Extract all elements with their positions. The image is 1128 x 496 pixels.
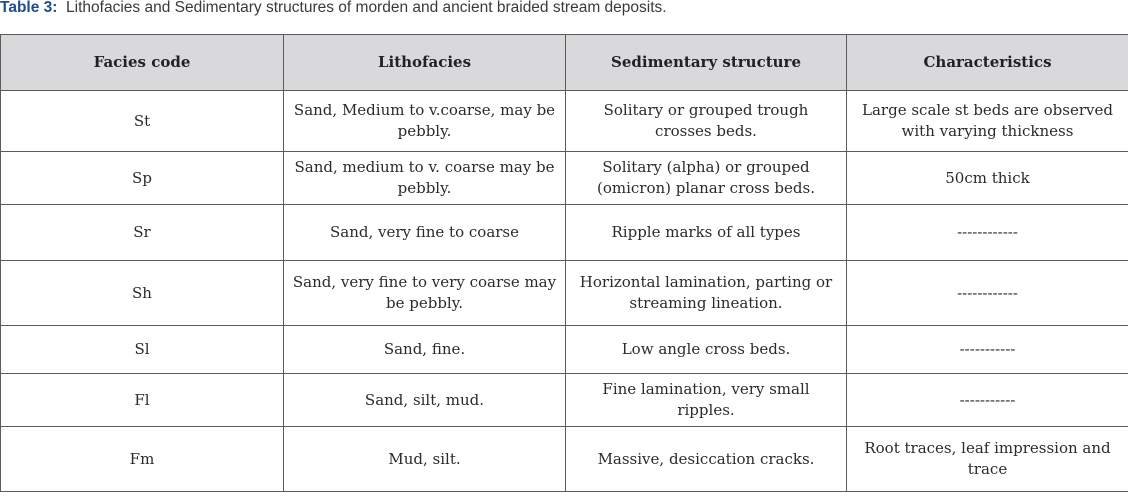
header-lithofacies: Lithofacies (284, 35, 566, 91)
cell-sedimentary-structure: Horizontal lamination, parting or streaming lineation. (566, 261, 847, 326)
cell-lithofacies: Sand, very fine to very coarse may be pebbly. (284, 261, 566, 326)
cell-lithofacies: Sand, Medium to v.coarse, may be pebbly. (284, 91, 566, 152)
cell-sedimentary-structure: Solitary (alpha) or grouped (omicron) planar cross beds. (566, 152, 847, 205)
cell-lithofacies: Mud, silt. (284, 427, 566, 492)
cell-characteristics: Large scale st beds are observed with varying thickness (847, 91, 1128, 152)
cell-facies-code: Fl (1, 374, 284, 427)
cell-facies-code: Sp (1, 152, 284, 205)
table-row (1, 91, 1128, 152)
table-caption-label: Table 3: (0, 0, 58, 16)
table-row (1, 205, 1128, 261)
cell-lithofacies: Sand, medium to v. coarse may be pebbly. (284, 152, 566, 205)
cell-sedimentary-structure: Solitary or grouped trough crosses beds. (566, 91, 847, 152)
header-facies-code: Facies code (1, 35, 284, 91)
table-row (1, 374, 1128, 427)
cell-characteristics: ----------- (847, 326, 1128, 374)
cell-facies-code: Sh (1, 261, 284, 326)
table-row (1, 261, 1128, 326)
cell-characteristics: Root traces, leaf impression and trace (847, 427, 1128, 492)
cell-sedimentary-structure: Fine lamination, very small ripples. (566, 374, 847, 427)
header-characteristics: Characteristics (847, 35, 1128, 91)
cell-characteristics: ----------- (847, 374, 1128, 427)
cell-facies-code: Sr (1, 205, 284, 261)
table-row (1, 152, 1128, 205)
cell-characteristics: ------------ (847, 205, 1128, 261)
table-caption (0, 0, 667, 19)
cell-characteristics: ------------ (847, 261, 1128, 326)
cell-sedimentary-structure: Massive, desiccation cracks. (566, 427, 847, 492)
cell-sedimentary-structure: Ripple marks of all types (566, 205, 847, 261)
table-row (1, 326, 1128, 374)
cell-characteristics: 50cm thick (847, 152, 1128, 205)
header-sedimentary-structure: Sedimentary structure (566, 35, 847, 91)
cell-lithofacies: Sand, fine. (284, 326, 566, 374)
table-header-row (1, 35, 1128, 91)
cell-lithofacies: Sand, silt, mud. (284, 374, 566, 427)
cell-facies-code: Fm (1, 427, 284, 492)
table-caption-text: Lithofacies and Sedimentary structures of morden and ancient braided stream deposits. (66, 0, 667, 16)
lithofacies-table (0, 34, 1128, 492)
cell-sedimentary-structure: Low angle cross beds. (566, 326, 847, 374)
cell-facies-code: St (1, 91, 284, 152)
cell-lithofacies: Sand, very fine to coarse (284, 205, 566, 261)
table-row (1, 427, 1128, 492)
cell-facies-code: Sl (1, 326, 284, 374)
